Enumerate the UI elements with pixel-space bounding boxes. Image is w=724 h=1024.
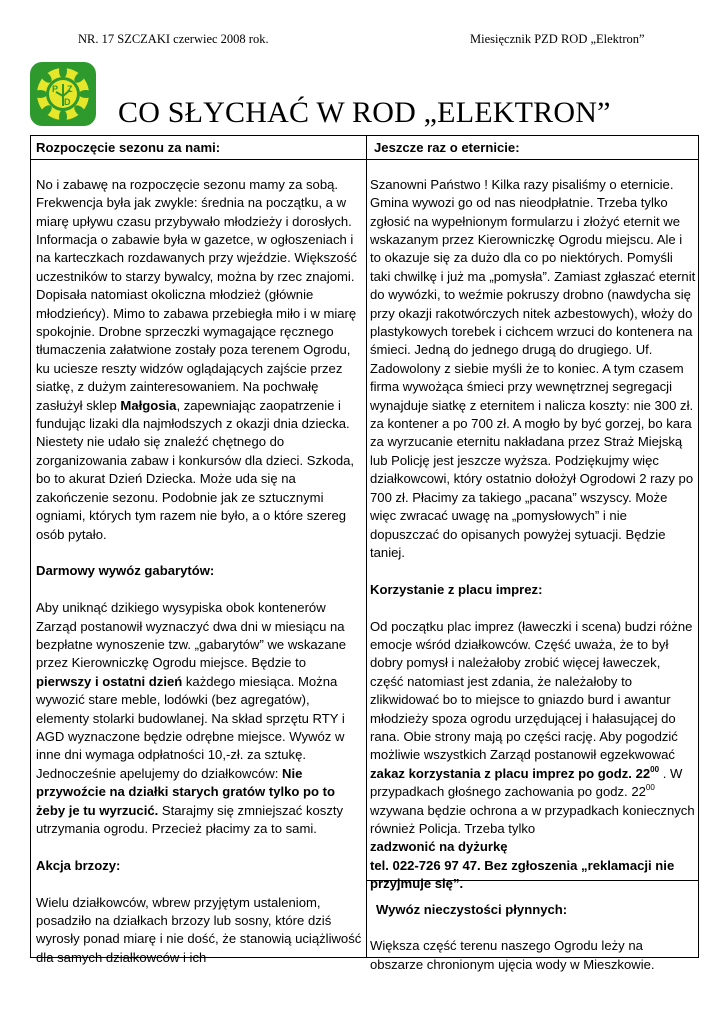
section-body-eternit: Szanowni Państwo ! Kilka razy pisaliśmy o eternicie. Gmina wywozi go od nas nieodpłatnie. Trzeba tylko zgłosić na wypełnionym formularzu i złożyć eternit we wskazanym przez Kierowniczkę Ogrodu miejscu. Ale i to okazuje się za dużo dla co po niektórych. Pomyśli taki chwilkę i już ma „pomysła”. Zamiast zgłaszać eternit do wywózki, to weźmie pokruszy drobno (nawdycha się przy okazji rakotwórczych nitek azbestowych), włoży do plastykowych torebek i cichcem wrzuci do kontenera na śmieci. Jedną do jednego drugą do drugiego. Uf. Zadowolony z siebie myśli że to koniec. A tym czasem firma wywożąca śmieci przy wewnętrznej segregacji wynajduje siatkę z eternitem i nalicza koszty: nie 300 zł. za kontener a po 700 zł. A mogło by być gorzej, bo kara za wyrzucanie eternitu nakładana przez Straż Miejską lub Policję jest jeszcze wyższa. Podziękujmy więc działkowcowi, który ostatnio dołożył Ogrodowi 2 razy po 700 zł. Płacimy za takiego „pacana” wszyscy. Może więc zwracać uwagę na „pomysłowych” i nie dopuszczać do opisanych powyżej sytuacji. Będzie taniej.	[370, 176, 696, 560]
logo-letter-z: Z	[67, 84, 73, 94]
pzd-logo	[30, 62, 96, 126]
right-column	[370, 139, 696, 974]
logo-letter-d: D	[64, 97, 71, 107]
call-duty-desk: zadzwonić na dyżurkę	[370, 839, 508, 855]
header-issue-info: NR. 17 SZCZAKI czerwiec 2008 rok.	[78, 32, 269, 46]
section-heading-birch-action: Akcja brzozy:	[36, 857, 121, 873]
section-heading-event-square: Korzystanie z placu imprez:	[370, 581, 543, 597]
left-column	[36, 139, 364, 967]
section-heading-season-start: Rozpoczęcie sezonu za nami:	[36, 140, 221, 155]
page-title: CO SŁYCHAĆ W ROD „ELEKTRON”	[118, 96, 611, 129]
column-divider	[366, 135, 367, 958]
duty-desk-phone: tel. 022-726 97 47. Bez zgłoszenia „reklamacji nie przyjmuje się”.	[370, 857, 675, 892]
section-body-season-start: No i zabawę na rozpoczęcie sezonu mamy za sobą. Frekwencja była jak zwykle: średnia na początku, a w miarę upływu czasu przybywało młodzieży i dorosłych. Informacja o zabawie była w gazetce, w ogłoszeniach i na karteczkach rozdawanych przy wjeździe. Większość uczestników to starzy bywalcy, można by rzec znajomi. Dopisała natomiast okoliczna młodzież (głównie młodzieńcy). Mimo to zabawa przebiegła miło i w miarę spokojnie. Drobne sprzeczki wymagające ręcznego tłumaczenia załatwione zostały poza terenem Ogrodu, ku uciesze reszty widzów oglądających zajście przez siatkę, z dużym zainteresowaniem. Na pochwałę zasłużył sklep Małgosia, zapewniając zaopatrzenie i fundując lizaki dla najmłodszych z okazji dnia dziecka. Niestety nie udało się znaleźć chętnego do zorganizowania zabaw i konkursów dla dzieci. Szkoda, bo to akurat Dzień Dziecka. Może uda się na zakończenie sezonu. Podobnie jak ze sztucznymi ogniami, których tym razem nie było, a o które szereg osób pytało.	[36, 176, 357, 542]
section-heading-bulky-waste: Darmowy wywóz gabarytów:	[36, 563, 215, 579]
section-body-liquid-waste: Większa część terenu naszego Ogrodu leży na obszarze chronionym ujęcia wody w Mieszkowie.	[370, 938, 655, 972]
section-body-event-square: Od początku plac imprez (ławeczki i scena) budzi różne emocje wśród działkowców. Część uważa, że to był dobry pomysł i należałoby zrobić więcej ławeczek, część natomiast jest zdania, że należałoby to zlikwidować bo to miejsce to gniazdo burd i awantur młodzieży spoza ogrodu urzędującej i hałasującej do rana. Obie strony mają po części rację. Aby pogodzić możliwie wszystkich Zarząd postanowił egzekwować zakaz korzystania z placu imprez po godz. $22^{00}$ . W przypadkach głośnego zachowania po godz. $22^{00}$ wzywana będzie ochrona a w przypadkach koniecznych również Policja. Trzeba tylko zadzwonić na dyżurkę tel. 022-726 97 47. Bez zgłoszenia „reklamacji nie przyjmuje się”.	[370, 618, 695, 892]
logo-letter-p: P	[52, 84, 59, 94]
section-body-birch-action: Wielu działkowców, wbrew przyjętym ustaleniom, posadziło na działkach brzozy lub sosny, które dziś wyrosły ponad miarę i nie dość, że stanowią uciążliwość dla samych działkowców i ich	[36, 894, 362, 965]
section-heading-liquid-waste: Wywóz nieczystości płynnych:	[376, 901, 568, 917]
header-publication-name: Miesięcznik PZD ROD „Elektron”	[470, 32, 645, 46]
section-body-bulky-waste: Aby uniknąć dzikiego wysypiska obok kontenerów Zarząd postanowił wyznaczyć dwa dni w miesiącu na bezpłatne wynoszenie tzw. „gabarytów” we wskazane przez Kierowniczkę Ogrodu miejsce. Będzie to pierwszy i ostatni dzień każdego miesiąca. Można wywozić stare meble, lodówki (bez agregatów), elementy stolarki budowlanej. Na skład sprzętu RTY i AGD wyznaczone będzie odrębne miejsce. Wywóz w inne dni wymaga odpłatności 10,-zł. za sztukę. Jednocześnie apelujemy do działkowców: Nie przywoźcie na działki starych gratów tylko po to żeby je tu wyrzucić. Starajmy się zmniejszać koszty utrzymania ogrodu. Przecież płacimy za to sami.	[36, 600, 347, 836]
shop-name-malgosia: Małgosia	[120, 397, 177, 413]
section-heading-eternit: Jeszcze raz o eternicie:	[374, 140, 520, 155]
